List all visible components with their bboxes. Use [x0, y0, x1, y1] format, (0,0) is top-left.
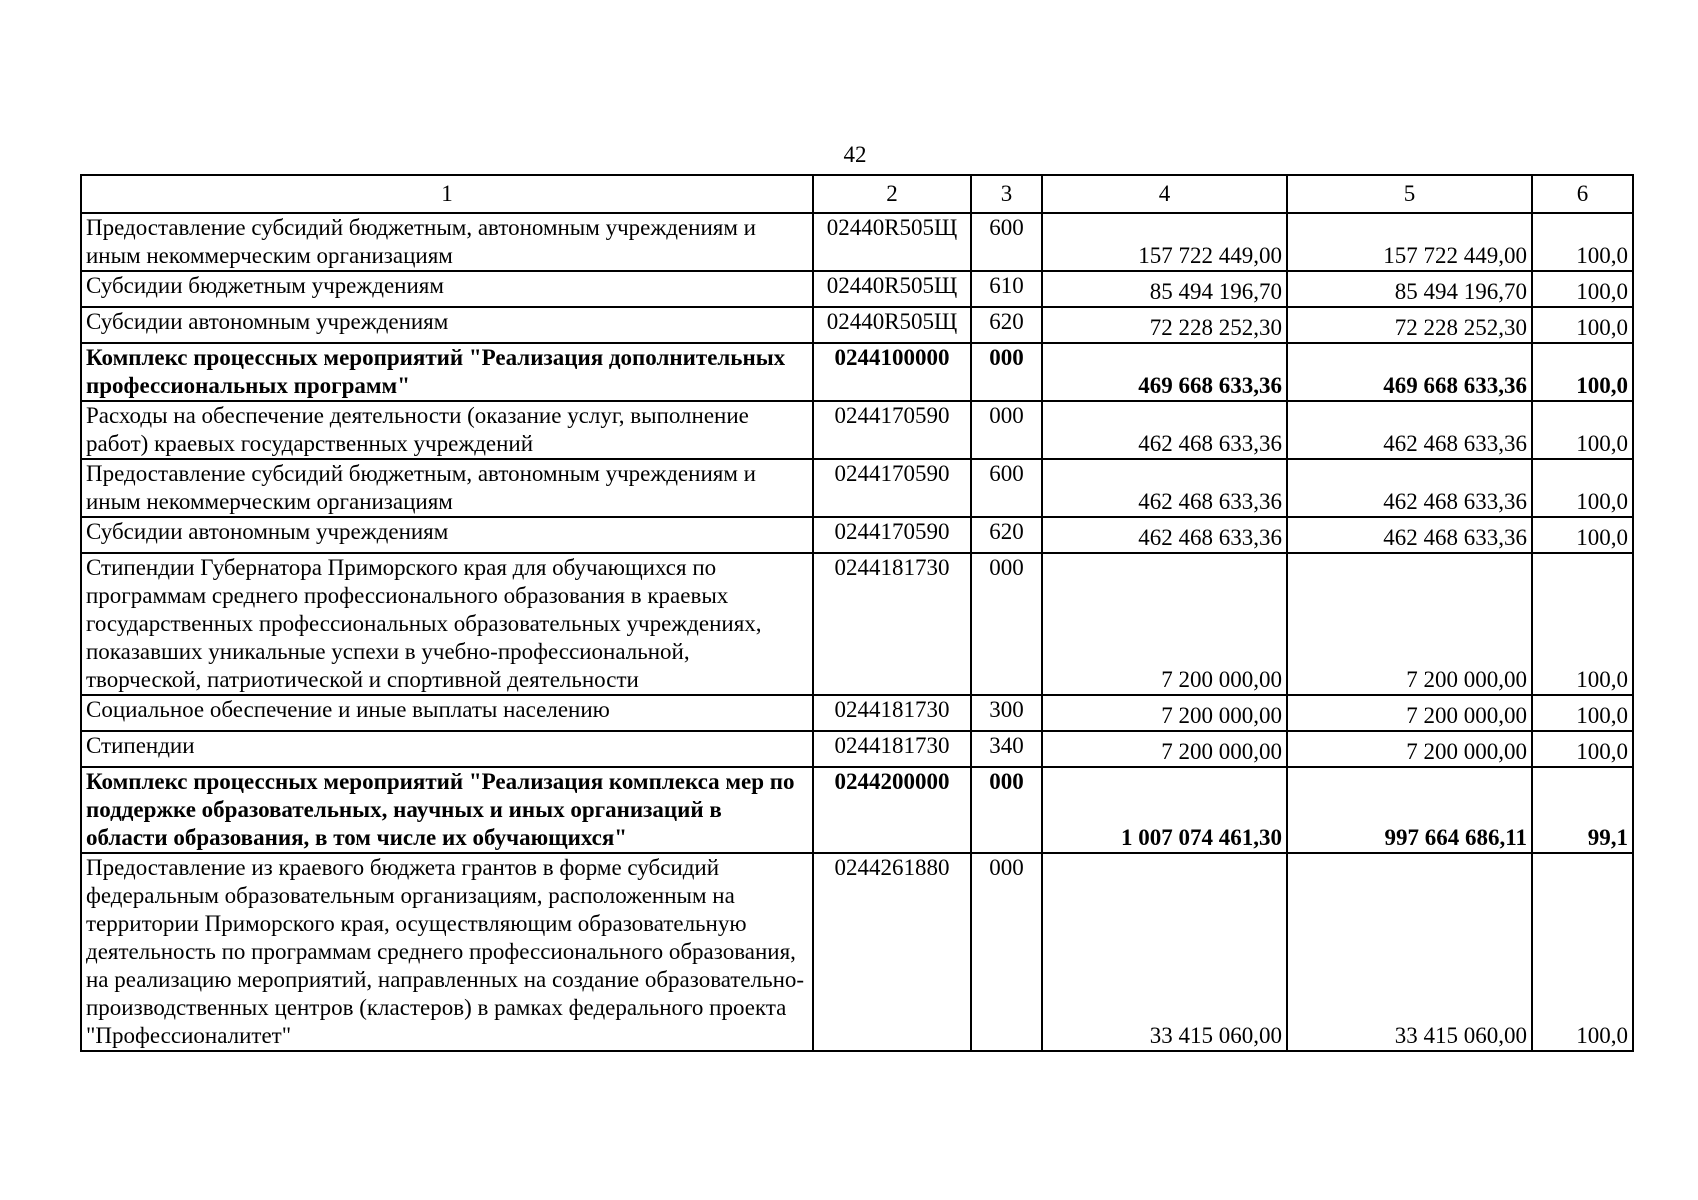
- row-executed-amount-cell: 469 668 633,36: [1287, 343, 1532, 401]
- row-executed-amount-cell: 157 722 449,00: [1287, 213, 1532, 271]
- row-kvr-cell: 000: [971, 401, 1042, 459]
- row-code-cell: 0244181730: [813, 731, 971, 767]
- row-code-cell: 02440R505Щ: [813, 213, 971, 271]
- column-number-header-row: [81, 175, 1633, 213]
- row-code-cell: 02440R505Щ: [813, 271, 971, 307]
- row-planned-amount-cell: 7 200 000,00: [1042, 553, 1287, 695]
- row-executed-amount-cell: 997 664 686,11: [1287, 767, 1532, 853]
- row-executed-amount-cell: 72 228 252,30: [1287, 307, 1532, 343]
- column-header-1: 1: [81, 175, 813, 213]
- row-name-cell: Социальное обеспечение и иные выплаты населению: [81, 695, 813, 731]
- row-executed-amount-cell: 33 415 060,00: [1287, 853, 1532, 1051]
- row-kvr-cell: 000: [971, 343, 1042, 401]
- row-planned-amount-cell: 7 200 000,00: [1042, 695, 1287, 731]
- column-header-3: 3: [971, 175, 1042, 213]
- column-header-5: 5: [1287, 175, 1532, 213]
- row-name-cell: Субсидии бюджетным учреждениям: [81, 271, 813, 307]
- row-code-cell: 0244170590: [813, 401, 971, 459]
- row-planned-amount-cell: 1 007 074 461,30: [1042, 767, 1287, 853]
- row-planned-amount-cell: 469 668 633,36: [1042, 343, 1287, 401]
- row-percent-cell: 100,0: [1532, 401, 1633, 459]
- row-executed-amount-cell: 462 468 633,36: [1287, 517, 1532, 553]
- row-planned-amount-cell: 85 494 196,70: [1042, 271, 1287, 307]
- row-planned-amount-cell: 462 468 633,36: [1042, 401, 1287, 459]
- row-executed-amount-cell: 7 200 000,00: [1287, 553, 1532, 695]
- row-kvr-cell: 600: [971, 213, 1042, 271]
- row-code-cell: 02440R505Щ: [813, 307, 971, 343]
- row-executed-amount-cell: 7 200 000,00: [1287, 695, 1532, 731]
- table-row: [81, 271, 1633, 307]
- row-planned-amount-cell: 462 468 633,36: [1042, 517, 1287, 553]
- table-body: [81, 213, 1633, 1051]
- table-row: [81, 731, 1633, 767]
- row-planned-amount-cell: 72 228 252,30: [1042, 307, 1287, 343]
- row-name-cell: Комплекс процессных мероприятий "Реализация комплекса мер по поддержке образовательных, научных и иных организаций в области образования, в том числе их обучающихся": [81, 767, 813, 853]
- table-row: [81, 459, 1633, 517]
- row-name-cell: Предоставление субсидий бюджетным, автономным учреждениям и иным некоммерческим организациям: [81, 213, 813, 271]
- row-name-cell: Субсидии автономным учреждениям: [81, 517, 813, 553]
- budget-execution-table: [80, 174, 1634, 1052]
- row-executed-amount-cell: 462 468 633,36: [1287, 459, 1532, 517]
- row-kvr-cell: 620: [971, 307, 1042, 343]
- row-planned-amount-cell: 157 722 449,00: [1042, 213, 1287, 271]
- table-row: [81, 343, 1633, 401]
- table-row: [81, 767, 1633, 853]
- table-row: [81, 553, 1633, 695]
- row-percent-cell: 99,1: [1532, 767, 1633, 853]
- row-name-cell: Субсидии автономным учреждениям: [81, 307, 813, 343]
- row-name-cell: Комплекс процессных мероприятий "Реализация дополнительных профессиональных программ": [81, 343, 813, 401]
- row-percent-cell: 100,0: [1532, 553, 1633, 695]
- row-code-cell: 0244100000: [813, 343, 971, 401]
- page-number: 42: [843, 142, 867, 167]
- row-code-cell: 0244170590: [813, 459, 971, 517]
- row-percent-cell: 100,0: [1532, 459, 1633, 517]
- row-kvr-cell: 340: [971, 731, 1042, 767]
- row-kvr-cell: 600: [971, 459, 1042, 517]
- table-row: [81, 695, 1633, 731]
- table-row: [81, 307, 1633, 343]
- row-planned-amount-cell: 7 200 000,00: [1042, 731, 1287, 767]
- row-code-cell: 0244181730: [813, 695, 971, 731]
- column-header-2: 2: [813, 175, 971, 213]
- row-percent-cell: 100,0: [1532, 343, 1633, 401]
- row-kvr-cell: 000: [971, 767, 1042, 853]
- row-percent-cell: 100,0: [1532, 517, 1633, 553]
- row-percent-cell: 100,0: [1532, 731, 1633, 767]
- row-code-cell: 0244170590: [813, 517, 971, 553]
- row-kvr-cell: 610: [971, 271, 1042, 307]
- table-row: [81, 213, 1633, 271]
- table-row: [81, 853, 1633, 1051]
- row-percent-cell: 100,0: [1532, 213, 1633, 271]
- row-executed-amount-cell: 85 494 196,70: [1287, 271, 1532, 307]
- row-name-cell: Предоставление из краевого бюджета грантов в форме субсидий федеральным образовательным организациям, расположенным на территории Приморского края, осуществляющим образовательную деятельность по программам среднего профессионального образования, на реализацию мероприятий, направленных на создание образовательно-производственных центров (кластеров) в рамках федерального проекта "Профессионалитет": [81, 853, 813, 1051]
- row-kvr-cell: 000: [971, 853, 1042, 1051]
- row-executed-amount-cell: 7 200 000,00: [1287, 731, 1532, 767]
- column-header-6: 6: [1532, 175, 1633, 213]
- row-code-cell: 0244200000: [813, 767, 971, 853]
- row-code-cell: 0244181730: [813, 553, 971, 695]
- row-planned-amount-cell: 462 468 633,36: [1042, 459, 1287, 517]
- row-name-cell: Стипендии: [81, 731, 813, 767]
- column-header-4: 4: [1042, 175, 1287, 213]
- table-row: [81, 401, 1633, 459]
- row-executed-amount-cell: 462 468 633,36: [1287, 401, 1532, 459]
- row-percent-cell: 100,0: [1532, 853, 1633, 1051]
- row-name-cell: Предоставление субсидий бюджетным, автономным учреждениям и иным некоммерческим организациям: [81, 459, 813, 517]
- row-percent-cell: 100,0: [1532, 695, 1633, 731]
- row-planned-amount-cell: 33 415 060,00: [1042, 853, 1287, 1051]
- row-percent-cell: 100,0: [1532, 307, 1633, 343]
- row-kvr-cell: 300: [971, 695, 1042, 731]
- row-kvr-cell: 000: [971, 553, 1042, 695]
- row-kvr-cell: 620: [971, 517, 1042, 553]
- row-name-cell: Стипендии Губернатора Приморского края для обучающихся по программам среднего профессионального образования в краевых государственных профессиональных образовательных учреждениях, показавших уникальные успехи в учебно-профессиональной, творческой, патриотической и спортивной деятельности: [81, 553, 813, 695]
- row-name-cell: Расходы на обеспечение деятельности (оказание услуг, выполнение работ) краевых государственных учреждений: [81, 401, 813, 459]
- table-row: [81, 517, 1633, 553]
- row-code-cell: 0244261880: [813, 853, 971, 1051]
- row-percent-cell: 100,0: [1532, 271, 1633, 307]
